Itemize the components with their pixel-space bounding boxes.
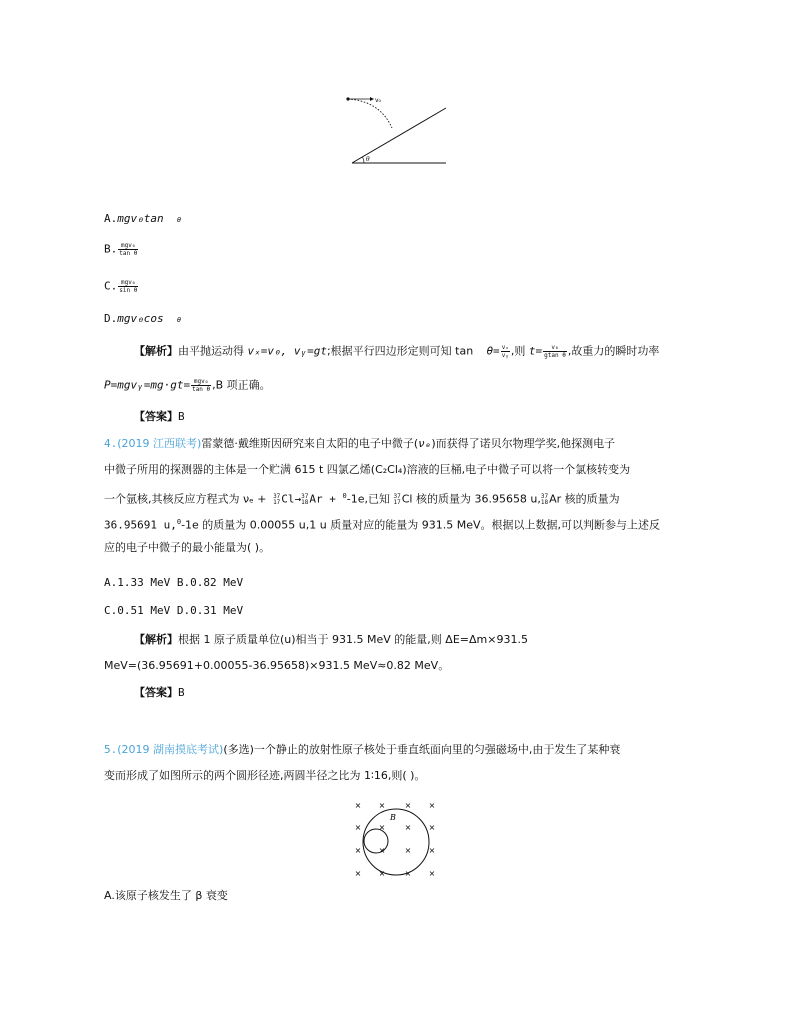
option-d-theta: θ bbox=[176, 316, 182, 324]
field-cross-mark: × bbox=[404, 846, 412, 855]
field-cross-mark: × bbox=[378, 846, 386, 855]
answer-value: B bbox=[178, 686, 185, 699]
field-cross-mark: × bbox=[404, 823, 412, 832]
field-cross-mark: × bbox=[428, 801, 436, 810]
field-cross-mark: × bbox=[378, 801, 386, 810]
q5-option-a: A.该原子核发生了 β 衰变 bbox=[104, 889, 228, 902]
option-c-prefix: C. bbox=[104, 279, 118, 293]
q4-line1: 4.(2019 江西联考)雷蒙德·戴维斯因研究来自太阳的电子中微子(νₑ)而获得了诺贝尔物理学奖,他探测电子 bbox=[104, 437, 616, 450]
analysis-label: 【解析】 bbox=[134, 633, 178, 646]
theta-label: θ bbox=[366, 156, 370, 163]
field-cross-mark: × bbox=[428, 869, 436, 878]
answer-label: 【答案】 bbox=[134, 410, 178, 423]
q4-line5: 应的电子中微子的最小能量为( )。 bbox=[104, 541, 271, 554]
option-b-fraction: $\frac{\text{mgv₀}}{\text{tan θ}}$ bbox=[119, 242, 138, 257]
answer-label: 【答案】 bbox=[134, 686, 178, 699]
answer-value: B bbox=[178, 410, 185, 423]
field-cross-mark: × bbox=[354, 869, 362, 878]
analysis-label: 【解析】 bbox=[134, 344, 178, 358]
question-number: 4. bbox=[104, 437, 118, 450]
option-d bbox=[104, 312, 181, 327]
q4-options-cd: C.0.51 MeV D.0.31 MeV bbox=[104, 604, 244, 617]
field-cross-mark: × bbox=[404, 869, 412, 878]
field-cross-mark: × bbox=[378, 869, 386, 878]
magnetic-field-figure bbox=[346, 798, 446, 882]
q4-options-ab: A.1.33 MeV B.0.82 MeV bbox=[104, 576, 244, 589]
q4-analysis-line2: MeV=(36.95691+0.00055-36.95658)×931.5 MeV≈0.82 MeV。 bbox=[104, 659, 450, 672]
q4-analysis-line1: 【解析】根据 1 原子质量单位(u)相当于 931.5 MeV 的能量,则 ΔE=Δm×931.5 bbox=[134, 633, 528, 646]
incline-slope-line bbox=[352, 108, 446, 163]
option-b-prefix: B. bbox=[104, 242, 118, 256]
q5-line2: 变而形成了如图所示的两个圆形径迹,两圆半径之比为 1∶16,则( )。 bbox=[104, 769, 426, 782]
question-source: (2019 江西联考) bbox=[117, 437, 202, 450]
option-a-prefix: A. bbox=[104, 212, 118, 225]
question-source: (2019 湖南摸底考试) bbox=[117, 743, 224, 756]
option-c bbox=[104, 279, 139, 294]
option-a-expr: mgv₀tan bbox=[117, 212, 164, 225]
incline-figure bbox=[340, 92, 460, 170]
field-cross-mark: × bbox=[354, 801, 362, 810]
q3-analysis-line1: 【解析】由平抛运动得 vₓ=v₀, vᵧ=gt;根据平行四边形定则可知 tan θ= $\frac{\text{vₓ}}{\text{vᵧ}}$ ,则 t= $\frac{\text{v₀}}{\text{gtan θ}}$ ,故重力的瞬时功率 bbox=[134, 344, 660, 359]
q4-line2: 中微子所用的探测器的主体是一个贮满 615 t 四氯乙烯(C₂Cl₄)溶液的巨桶,电子中微子可以将一个氯核转变为 bbox=[104, 463, 631, 476]
q5-line1: 5.(2019 湖南摸底考试)(多选)一个静止的放射性原子核处于垂直纸面向里的匀强磁场中,由于发生了某种衰 bbox=[104, 743, 621, 756]
q4-answer bbox=[134, 686, 185, 700]
option-d-prefix: D. bbox=[104, 312, 118, 325]
option-a bbox=[104, 212, 181, 227]
question-number: 5. bbox=[104, 743, 118, 756]
option-d-expr: mgv₀cos bbox=[117, 312, 164, 325]
arrow-head-icon bbox=[370, 97, 374, 101]
field-cross-mark: × bbox=[378, 823, 386, 832]
field-cross-mark: × bbox=[354, 823, 362, 832]
option-c-fraction: $\frac{\text{mgv₀}}{\text{sin θ}}$ bbox=[119, 279, 138, 294]
q4-line3: 一个氩核,其核反应方程式为 νₑ + 37 17 Cl→ 37 18 Ar + $^0$-1e,已知 37 17 Cl 核的质量为 36.95658 u, 37 18 Ar 核的质量为 bbox=[104, 492, 620, 506]
field-cross-mark: × bbox=[354, 846, 362, 855]
trajectory-curve bbox=[348, 99, 392, 128]
q3-answer bbox=[134, 410, 185, 424]
field-cross-mark: × bbox=[404, 801, 412, 810]
field-cross-mark: × bbox=[428, 846, 436, 855]
field-label: B bbox=[390, 813, 396, 822]
option-a-theta: θ bbox=[176, 216, 182, 224]
small-track-circle bbox=[364, 829, 388, 853]
angle-arc bbox=[363, 157, 365, 163]
q3-analysis-line2: P=mgvᵧ=mg·gt= $\frac{\text{mgv₀}}{\text{tan θ}}$ ,B 项正确。 bbox=[104, 378, 271, 393]
large-track-circle bbox=[363, 809, 429, 875]
option-b bbox=[104, 242, 139, 257]
field-cross-mark: × bbox=[428, 823, 436, 832]
q4-line4: 36.95691 u,$^0$-1e 的质量为 0.00055 u,1 u 质量对应的能量为 931.5 MeV。根据以上数据,可以判断参与上述反 bbox=[104, 518, 660, 532]
v0-label: v₀ bbox=[375, 97, 381, 104]
